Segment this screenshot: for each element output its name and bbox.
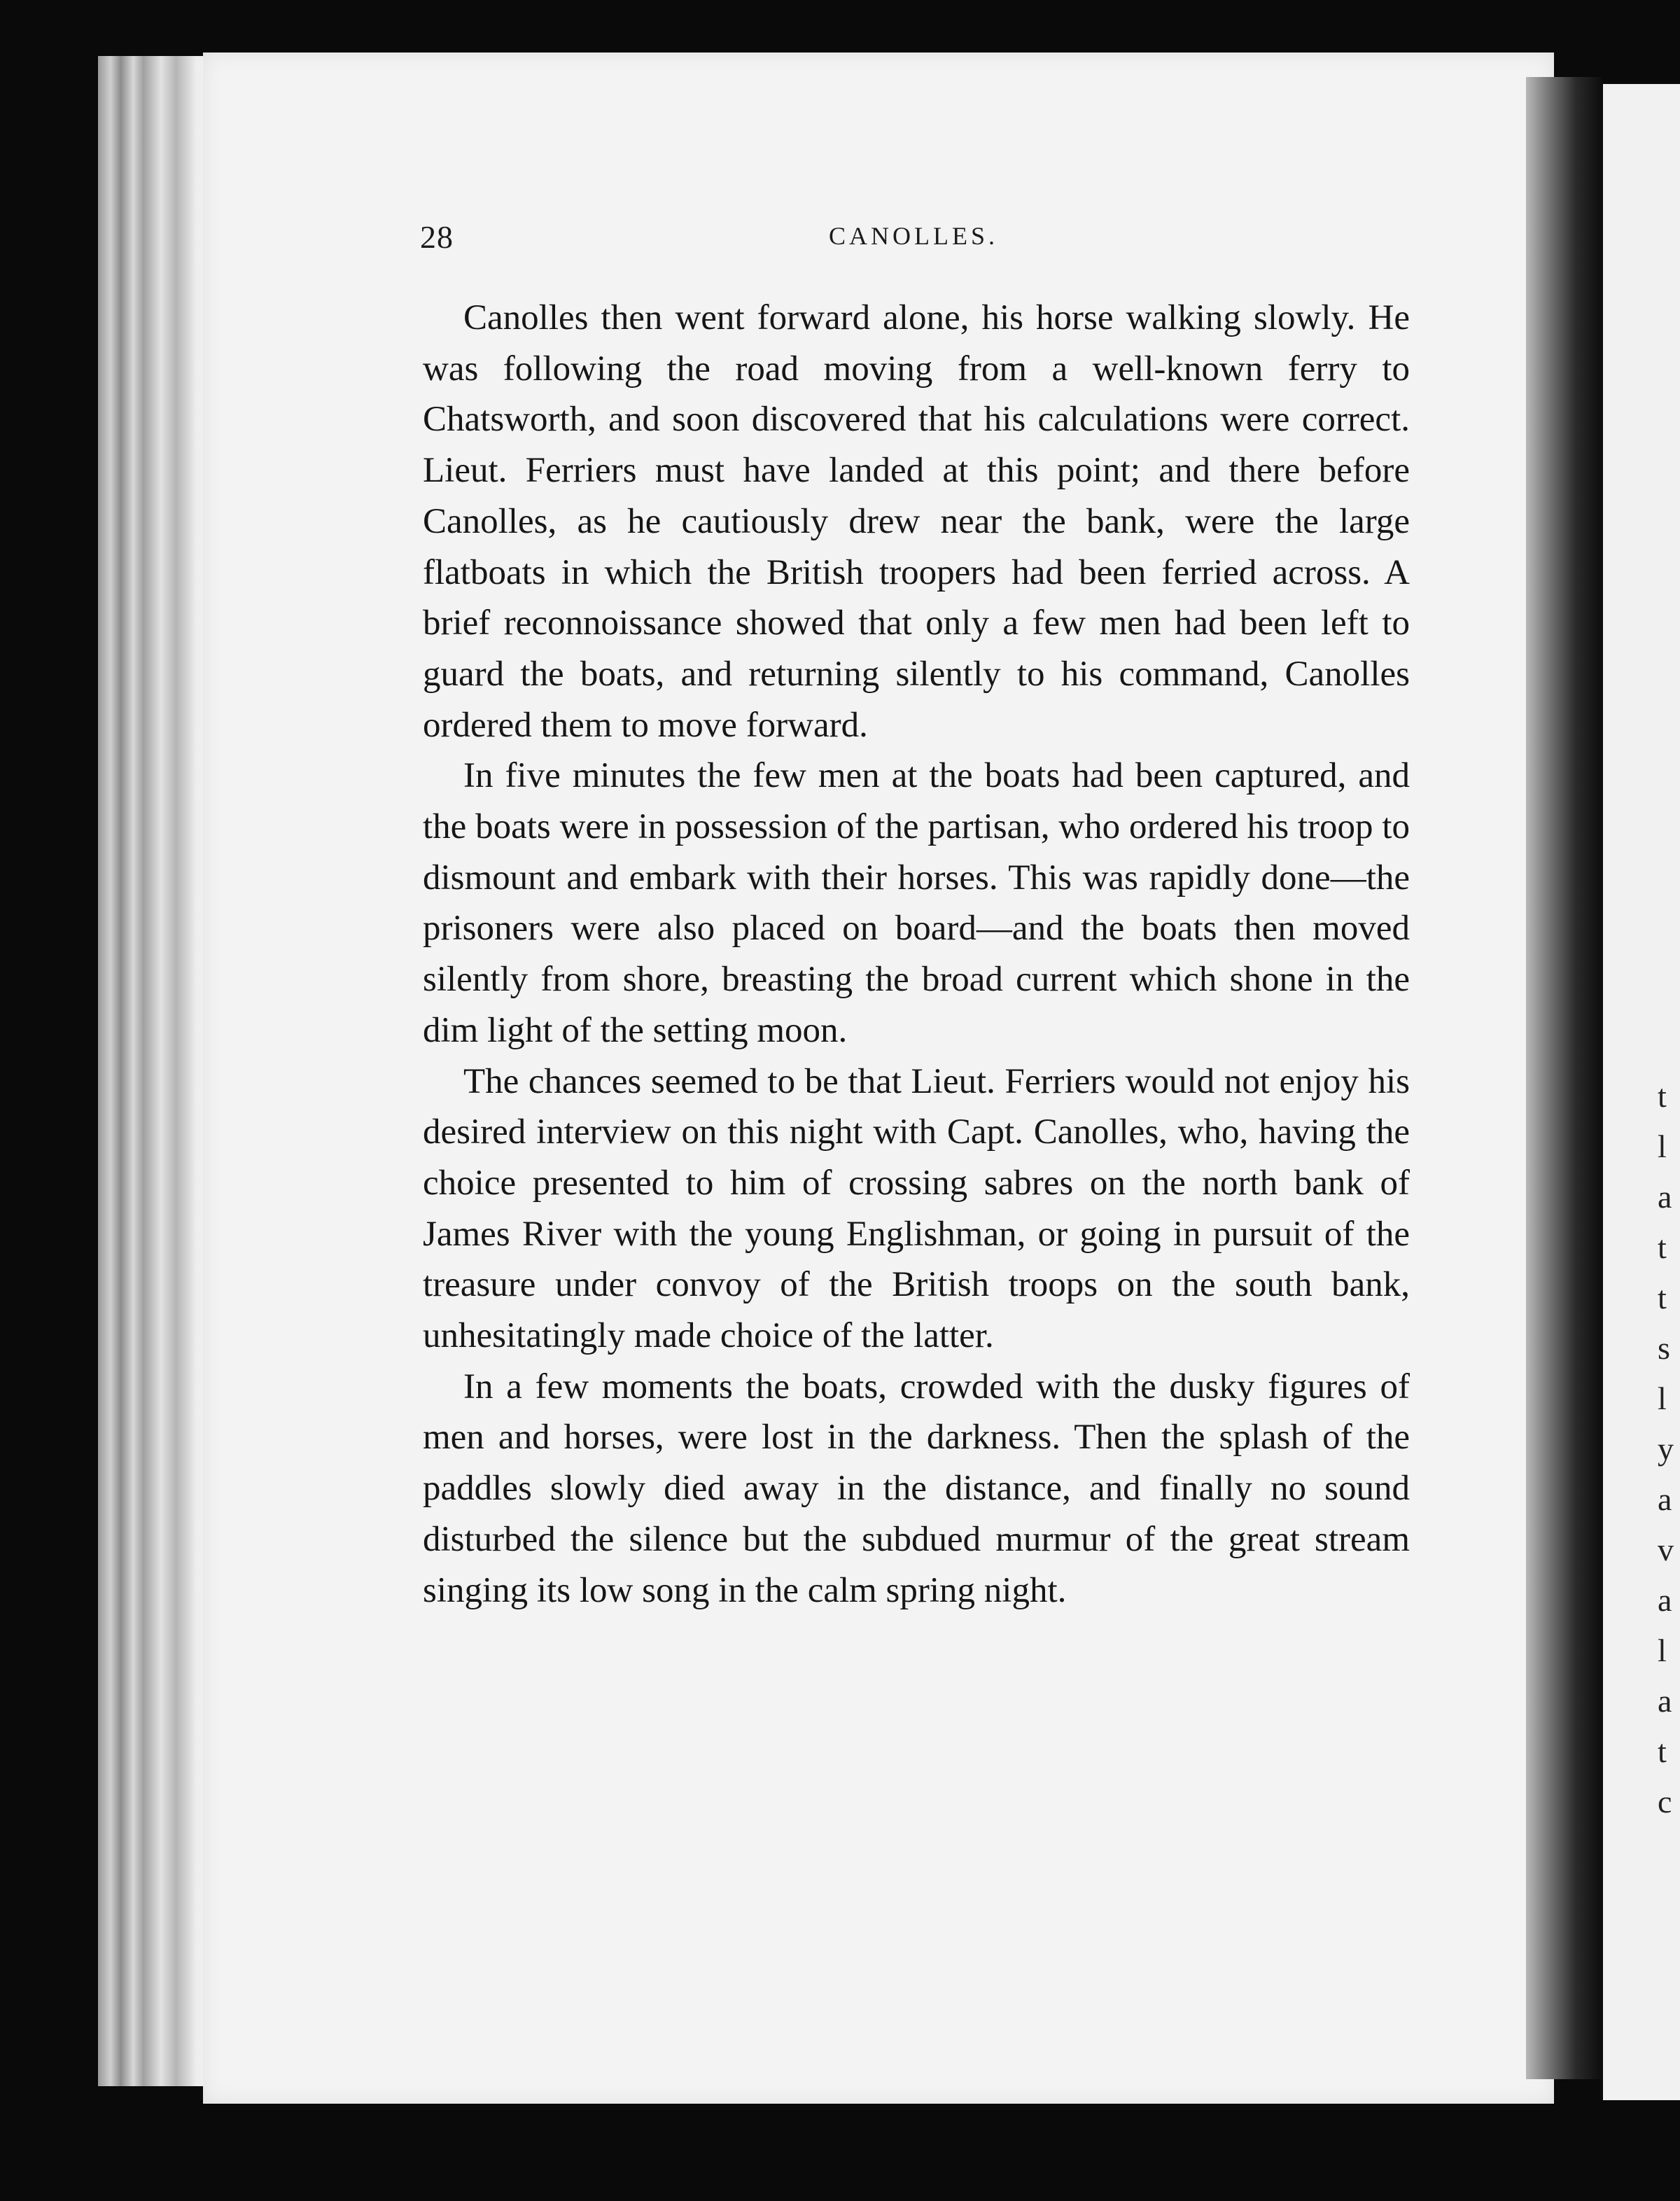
facing-fragment: t [1658, 1733, 1667, 1769]
paragraph: Canolles then went forward alone, his horse walking slowly. He was following the road moving from a well-known ferry to Chatsworth, and soon discovered that his calculations were correct. Lieut. Ferriers must have landed at this point; and there before Canolles, as he cautiously drew near the bank, were the large flatboats in which the British troopers had been ferried across. A brief reconnoissance showed that only a few men had been left to guard the boats, and returning silently to his command, Canolles ordered them to move forward. [423, 298, 1410, 745]
binding-gutter-shadow [1526, 77, 1603, 2079]
facing-fragment: t [1658, 1280, 1667, 1315]
facing-fragment: v [1658, 1532, 1674, 1567]
facing-fragment: l [1658, 1633, 1667, 1668]
page-number: 28 [420, 219, 454, 255]
facing-fragment: a [1658, 1179, 1672, 1215]
facing-fragment: l [1658, 1129, 1667, 1164]
facing-page-text-fragments [1658, 1071, 1680, 1827]
facing-fragment: t [1658, 1229, 1667, 1265]
facing-fragment: a [1658, 1481, 1672, 1517]
body-text [423, 293, 1410, 1616]
paragraph: In a few moments the boats, crowded with the dusky figures of men and horses, were lost in the darkness. Then the splash of the paddles slowly died away in the distance, and finally no sound disturbed the silence but the subdued murmur of the great stream singing its low song in the calm spring night. [423, 1367, 1410, 1610]
facing-fragment: s [1658, 1330, 1670, 1366]
facing-fragment: t [1658, 1078, 1667, 1114]
paragraph: The chances seemed to be that Lieut. Ferriers would not enjoy his desired interview on this night with Capt. Canolles, who, having the choice presented to him of crossing sabres on the north bank of James River with the young Englishman, or going in pursuit of the treasure under convoy of the British troops on the south bank, unhesitatingly made choice of the latter. [423, 1061, 1410, 1356]
facing-fragment: a [1658, 1582, 1672, 1618]
running-head [420, 218, 1407, 260]
page-title: CANOLLES. [829, 222, 998, 250]
facing-fragment: y [1658, 1431, 1674, 1467]
facing-fragment: c [1658, 1784, 1672, 1819]
paragraph: In five minutes the few men at the boats had been captured, and the boats were in possession of the partisan, who ordered his troop to dismount and embark with their horses. This was rapidly done—the prisoners were also placed on board—and the boats then moved silently from shore, breasting the broad current which shone in the dim light of the setting moon. [423, 756, 1410, 1050]
facing-fragment: l [1658, 1381, 1667, 1416]
facing-fragment: a [1658, 1683, 1672, 1719]
